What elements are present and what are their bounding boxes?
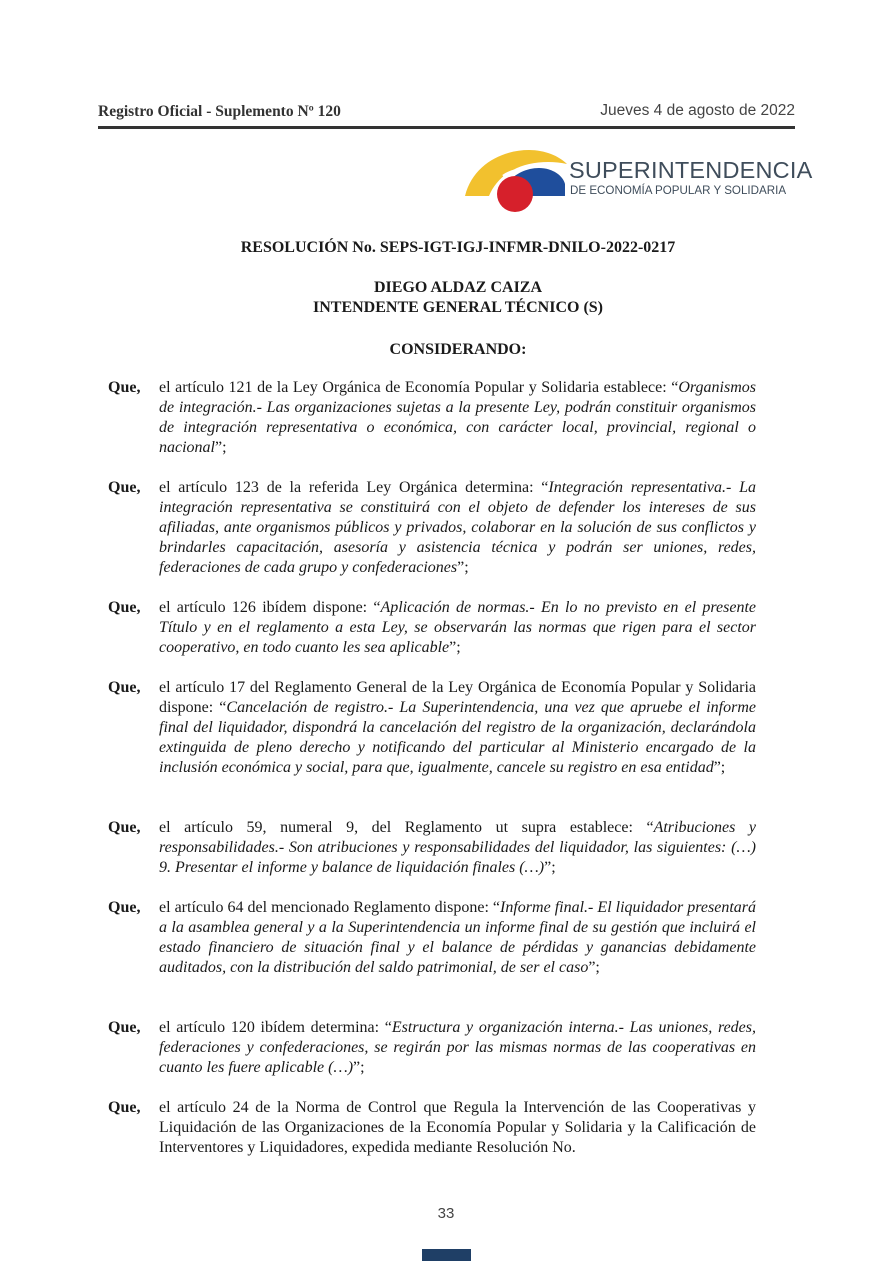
considerando-heading: CONSIDERANDO: [389,341,527,358]
publication-date: Jueves 4 de agosto de 2022 [600,102,795,119]
considerando-paragraph: Que, el artículo 126 ibídem dispone: “Aplicación de normas.- En lo no previsto en el presente Título y en el reglamento a esta Ley, se observarán las normas que rigen para el sector cooperativo, en todo cuanto les sea aplicable”; [108,599,757,656]
signer-title: INTENDENTE GENERAL TÉCNICO (S) [313,299,603,316]
que-label: Que, [108,899,141,916]
page-header [98,103,795,125]
que-label: Que, [108,819,141,836]
page-number: 33 [437,1205,455,1222]
considerando-paragraph: Que, el artículo 24 de la Norma de Control que Regula la Intervención de las Cooperativas y Liquidación de las Organizaciones de la Economía Popular y Solidaria y la Calificación de Interventores y Liquidadores, expedida mediante Resolución No. [108,1099,756,1156]
considerando-paragraph: Que, el artículo 17 del Reglamento General de la Ley Orgánica de Economía Popular y Solidaria dispone: “Cancelación de registro.- La Superintendencia, una vez que apruebe el informe final del liquidador, dispondrá la cancelación del registro de la organización, declarándola extinguida de pleno derecho y notificando del particular al Ministerio encargado de la inclusión económica y social, para que, igualmente, cancele su registro en esa entidad”; [108,679,756,776]
header-rule [98,126,795,129]
que-label: Que, [108,479,141,496]
logo-name: SUPERINTENDENCIA [569,157,813,183]
considerando-paragraph: Que, el artículo 120 ibídem determina: “Estructura y organización interna.- Las uniones, redes, federaciones y confederaciones, se regirán por las mismas normas de las cooperativas en cuanto les fuere aplicable (…)”; [108,1019,757,1076]
que-label: Que, [108,1099,141,1116]
considerando-paragraph: Que, el artículo 59, numeral 9, del Reglamento ut supra establece: “Atribuciones y responsabilidades.- Son atribuciones y responsabilidades del liquidador, las siguientes: (…) 9. Presentar el informe y balance de liquidación finales (…)”; [108,819,757,876]
resolution-number: RESOLUCIÓN No. SEPS-IGT-IGJ-INFMR-DNILO-2022-0217 [240,239,676,256]
que-label: Que, [108,599,141,616]
logo-subtitle: DE ECONOMÍA POPULAR Y SOLIDARIA [570,184,787,197]
que-label: Que, [108,379,141,396]
publication-title: Registro Oficial - Suplemento Nº 120 [98,103,341,120]
considerando-paragraph: Que, el artículo 121 de la Ley Orgánica de Economía Popular y Solidaria establece: “Organismos de integración.- Las organizaciones sujetas a la presente Ley, podrán constituir organismos de integración representativa o económica, con carácter local, provincial, regional o nacional”; [108,379,756,456]
footer-bar [422,1249,471,1261]
signer-name: DIEGO ALDAZ CAIZA [373,279,543,296]
considerando-paragraph: Que, el artículo 64 del mencionado Reglamento dispone: “Informe final.- El liquidador presentará a la asamblea general y a la Superintendencia un informe final de su gestión que incluirá el estado financiero de situación final y el balance de pérdidas y ganancias debidamente auditados, con la distribución del saldo patrimonial, de ser el caso”; [108,899,756,976]
considerando-paragraph: Que, el artículo 123 de la referida Ley Orgánica determina: “Integración representativa.- La integración representativa se constituirá con el objeto de defender los intereses de sus afiliadas, ante organismos públicos y privados, colaborar en la solución de sus conflictos y brindarles capacitación, asesoría y asistencia técnica y podrán ser uniones, redes, federaciones de cada grupo y confederaciones”; [108,479,757,576]
que-label: Que, [108,679,141,696]
seps-logo [463,150,813,214]
seps-logo-mark [463,150,573,214]
que-label: Que, [108,1019,141,1036]
